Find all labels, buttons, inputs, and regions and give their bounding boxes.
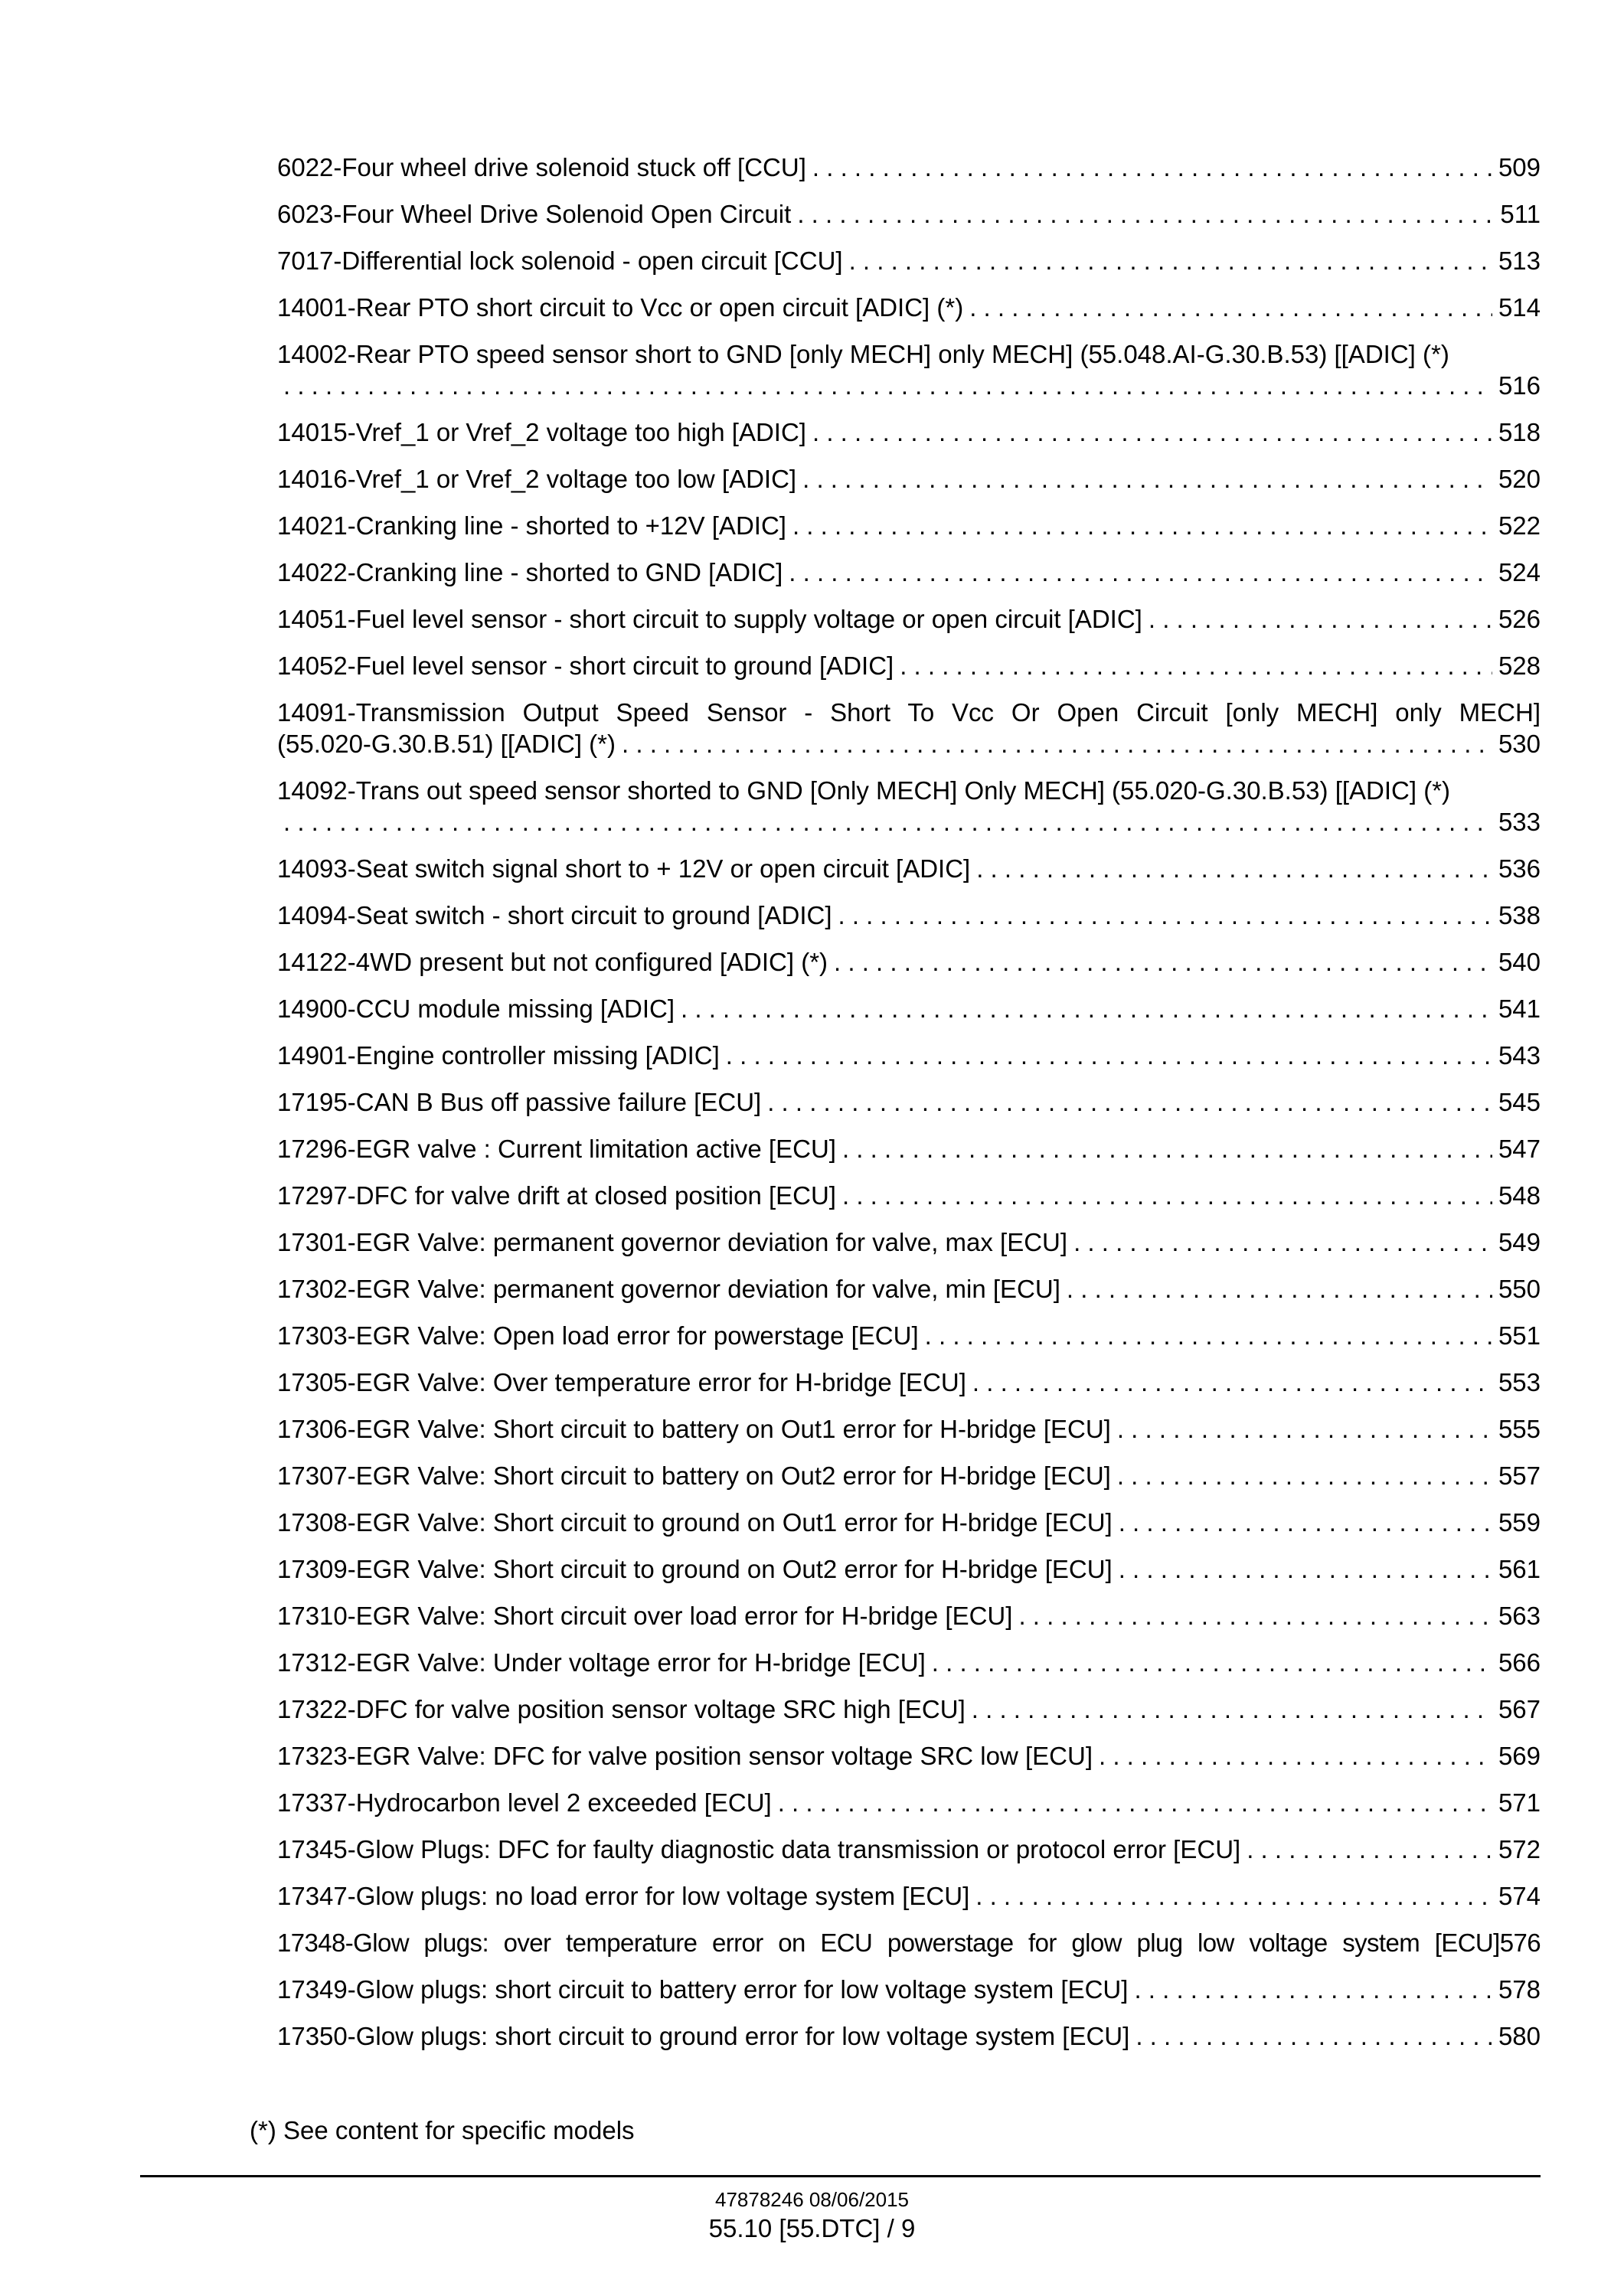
toc-entry[interactable] (277, 463, 1541, 495)
toc-entry-title: 17305-EGR Valve: Over temperature error for H-bridge [ECU] (277, 1368, 966, 1396)
toc-entry[interactable] (277, 603, 1541, 635)
toc-entry-title: 17301-EGR Valve: permanent governor deviation for valve, max [ECU] (277, 1228, 1068, 1256)
toc-entry[interactable] (277, 650, 1541, 681)
toc-entry-title: 17303-EGR Valve: Open load error for powerstage [ECU] (277, 1321, 919, 1350)
dot-leader (932, 1647, 1492, 1678)
toc-entry-page: 541 (1498, 994, 1541, 1023)
dot-leader (789, 557, 1492, 588)
toc-entry-page: 580 (1498, 2022, 1541, 2050)
toc-entry[interactable] (277, 1600, 1541, 1631)
toc-entry[interactable] (277, 1460, 1541, 1491)
toc-entry[interactable] (277, 1974, 1541, 2005)
toc-entry[interactable] (277, 1040, 1541, 1071)
toc-entry-title: 14900-CCU module missing [ADIC] (277, 994, 675, 1023)
toc-entry-title: 14052-Fuel level sensor - short circuit to ground [ADIC] (277, 652, 894, 680)
toc-entry[interactable] (277, 775, 1541, 838)
dot-leader (622, 728, 1492, 759)
toc-entry-title: 17323-EGR Valve: DFC for valve position sensor voltage SRC low [ECU] (277, 1742, 1093, 1770)
footnote: (*) See content for specific models (250, 2116, 635, 2144)
toc-entry-title: 17307-EGR Valve: Short circuit to battery on Out2 error for H-bridge [ECU] (277, 1462, 1111, 1490)
toc-entry-title: 14901-Engine controller missing [ADIC] (277, 1041, 720, 1070)
toc-entry-title: 14001-Rear PTO short circuit to Vcc or open circuit [ADIC] (*) (277, 293, 964, 322)
toc-entry[interactable] (277, 198, 1541, 230)
toc-entry[interactable] (277, 697, 1541, 759)
toc-entry-page: 567 (1498, 1695, 1541, 1723)
dot-leader (1073, 1226, 1492, 1258)
dot-leader (1134, 1974, 1492, 2005)
toc-entry[interactable] (277, 1647, 1541, 1678)
toc-entry[interactable] (277, 1273, 1541, 1305)
toc-entry-page: 536 (1498, 854, 1541, 883)
dot-leader (1018, 1600, 1492, 1631)
dot-leader (972, 1693, 1492, 1725)
toc-entry-page: 524 (1498, 558, 1541, 586)
toc-entry-page: 574 (1498, 1882, 1541, 1910)
toc-entry[interactable] (277, 1507, 1541, 1538)
toc-entry-page: 563 (1498, 1602, 1541, 1630)
toc-entry-page: 561 (1498, 1555, 1541, 1583)
dot-leader (1067, 1273, 1492, 1305)
toc-entry-title: 14092-Trans out speed sensor shorted to GND [Only MECH] Only MECH] (55.020-G.30.B.53) [[ADIC] (*) (277, 776, 1451, 805)
toc-entry-page: 528 (1498, 652, 1541, 680)
toc-entry[interactable] (277, 416, 1541, 448)
toc-entry-page: 569 (1498, 1742, 1541, 1770)
toc-entry[interactable] (277, 245, 1541, 276)
toc-entry[interactable] (277, 557, 1541, 588)
dot-leader (1119, 1553, 1492, 1585)
dot-leader (900, 650, 1492, 681)
toc-entry[interactable] (277, 1740, 1541, 1772)
toc-entry-page: 548 (1498, 1181, 1541, 1210)
toc-entry-title: 6023-Four Wheel Drive Solenoid Open Circuit (277, 200, 792, 228)
dot-leader (972, 1367, 1492, 1398)
toc-entry-page: 578 (1498, 1975, 1541, 2004)
toc-entry-page: 571 (1498, 1788, 1541, 1817)
toc-entry-page: 566 (1498, 1648, 1541, 1677)
toc-entry-title: 17322-DFC for valve position sensor voltage SRC high [ECU] (277, 1695, 966, 1723)
toc-entry-page: 550 (1498, 1275, 1541, 1303)
toc-entry-title: 14051-Fuel level sensor - short circuit to supply voltage or open circuit [ADIC] (277, 605, 1142, 633)
dot-leader (925, 1320, 1492, 1351)
toc-entry-title: 14021-Cranking line - shorted to +12V [ADIC] (277, 511, 786, 540)
toc-entry[interactable] (277, 1834, 1541, 1865)
dot-leader (1247, 1834, 1492, 1865)
toc-entry[interactable] (277, 946, 1541, 978)
toc-entry-page: 572 (1498, 1835, 1541, 1863)
toc-entry-title: 14015-Vref_1 or Vref_2 voltage too high [ADIC] (277, 418, 806, 446)
toc-entry[interactable] (277, 1133, 1541, 1164)
toc-entry-title: 17309-EGR Valve: Short circuit to ground on Out2 error for H-bridge [ECU] (277, 1555, 1113, 1583)
toc-entry[interactable] (277, 152, 1541, 183)
toc-entry-page: 526 (1498, 605, 1541, 633)
dot-leader (838, 900, 1492, 931)
toc-entry[interactable] (277, 993, 1541, 1024)
toc-entry-page: 547 (1498, 1135, 1541, 1163)
toc-entry-title: 17337-Hydrocarbon level 2 exceeded [ECU] (277, 1788, 772, 1817)
toc-entry[interactable] (277, 1320, 1541, 1351)
toc-entry[interactable] (277, 292, 1541, 323)
dot-leader (283, 806, 1492, 838)
table-of-contents (277, 152, 1541, 2067)
dot-leader (1135, 2020, 1492, 2052)
toc-entry-title: 17350-Glow plugs: short circuit to ground error for low voltage system [ECU] (277, 2022, 1130, 2050)
dot-leader (812, 416, 1492, 448)
dot-leader (842, 1133, 1492, 1164)
dot-leader (792, 510, 1492, 541)
dot-leader (1149, 603, 1492, 635)
dot-leader (681, 993, 1492, 1024)
toc-entry-page: 551 (1498, 1321, 1541, 1350)
toc-entry[interactable] (277, 1693, 1541, 1725)
dot-leader (975, 1880, 1492, 1912)
toc-entry-page: 538 (1498, 901, 1541, 929)
page-number: 55.10 [55.DTC] / 9 (708, 2214, 916, 2242)
toc-entry-page: 559 (1498, 1508, 1541, 1537)
toc-entry-title-line1: 14091-Transmission Output Speed Sensor - Short To Vcc Or Open Circuit [only MECH] only MECH] (277, 698, 1541, 727)
toc-entry-page: 533 (1498, 808, 1541, 836)
toc-entry-page: 513 (1498, 247, 1541, 275)
toc-entry-title: 17312-EGR Valve: Under voltage error for H-bridge [ECU] (277, 1648, 926, 1677)
toc-entry-title: 14022-Cranking line - shorted to GND [ADIC] (277, 558, 783, 586)
toc-entry-page: 516 (1498, 371, 1541, 400)
toc-entry-page: 514 (1498, 293, 1541, 322)
toc-entry-title: 17296-EGR valve : Current limitation active [ECU] (277, 1135, 836, 1163)
toc-entry-page: 543 (1498, 1041, 1541, 1070)
dot-leader (767, 1086, 1492, 1118)
toc-entry-page: 518 (1498, 418, 1541, 446)
toc-entry-title: 7017-Differential lock solenoid - open circuit [CCU] (277, 247, 843, 275)
toc-entry-page: 511 (1500, 200, 1541, 228)
toc-entry[interactable] (277, 900, 1541, 931)
toc-entry[interactable] (277, 853, 1541, 884)
toc-entry[interactable] (277, 1927, 1541, 1958)
toc-entry-title: 17348-Glow plugs: over temperature error on ECU powerstage for glow plug low voltage system [ECU]576 (277, 1929, 1541, 1957)
toc-entry-title: 14122-4WD present but not configured [ADIC] (*) (277, 948, 828, 976)
toc-entry-title: 14016-Vref_1 or Vref_2 voltage too low [ADIC] (277, 465, 797, 493)
dot-leader (842, 1180, 1492, 1211)
toc-entry[interactable] (277, 510, 1541, 541)
toc-entry-page: 557 (1498, 1462, 1541, 1490)
dot-leader (283, 370, 1492, 401)
dot-leader (1117, 1413, 1492, 1445)
toc-entry-page: 553 (1498, 1368, 1541, 1396)
toc-entry[interactable] (277, 1413, 1541, 1445)
dot-leader (726, 1040, 1492, 1071)
toc-entry[interactable] (277, 1367, 1541, 1398)
toc-entry-title: 6022-Four wheel drive solenoid stuck off [CCU] (277, 153, 806, 181)
toc-entry[interactable] (277, 1787, 1541, 1818)
toc-entry[interactable] (277, 1180, 1541, 1211)
toc-entry-title: 17347-Glow plugs: no load error for low voltage system [ECU] (277, 1882, 970, 1910)
toc-entry[interactable] (277, 1226, 1541, 1258)
toc-entry[interactable] (277, 1880, 1541, 1912)
toc-entry-page: 520 (1498, 465, 1541, 493)
toc-entry[interactable] (277, 338, 1541, 401)
document-id: 47878246 08/06/2015 (714, 2188, 910, 2211)
toc-entry-title: 17306-EGR Valve: Short circuit to battery on Out1 error for H-bridge [ECU] (277, 1415, 1111, 1443)
dot-leader (778, 1787, 1492, 1818)
toc-entry-page: 530 (1498, 730, 1541, 758)
dot-leader (1119, 1507, 1492, 1538)
dot-leader (1117, 1460, 1492, 1491)
toc-entry[interactable] (277, 1086, 1541, 1118)
toc-entry-title: 14094-Seat switch - short circuit to ground [ADIC] (277, 901, 832, 929)
toc-entry-title: 17302-EGR Valve: permanent governor deviation for valve, min [ECU] (277, 1275, 1060, 1303)
toc-entry-title-line2: (55.020-G.30.B.51) [[ADIC] (*) (277, 730, 616, 758)
toc-entry-title: 17297-DFC for valve drift at closed position [ECU] (277, 1181, 836, 1210)
toc-entry-page: 545 (1498, 1088, 1541, 1116)
toc-entry-page: 549 (1498, 1228, 1541, 1256)
toc-entry-page: 522 (1498, 511, 1541, 540)
toc-entry-title: 17345-Glow Plugs: DFC for faulty diagnostic data transmission or protocol error [ECU] (277, 1835, 1241, 1863)
dot-leader (976, 853, 1492, 884)
dot-leader (802, 463, 1492, 495)
toc-entry-title: 17349-Glow plugs: short circuit to battery error for low voltage system [ECU] (277, 1975, 1129, 2004)
dot-leader (1099, 1740, 1492, 1772)
dot-leader (812, 152, 1492, 183)
toc-entry-title: 14093-Seat switch signal short to + 12V or open circuit [ADIC] (277, 854, 971, 883)
dot-leader (849, 245, 1492, 276)
toc-entry[interactable] (277, 2020, 1541, 2052)
dot-leader (834, 946, 1492, 978)
toc-entry-title: 17195-CAN B Bus off passive failure [ECU] (277, 1088, 762, 1116)
toc-entry[interactable] (277, 1553, 1541, 1585)
toc-entry-title: 17308-EGR Valve: Short circuit to ground on Out1 error for H-bridge [ECU] (277, 1508, 1113, 1537)
dot-leader (969, 292, 1492, 323)
toc-entry-page: 509 (1498, 153, 1541, 181)
footer-rule (140, 2175, 1541, 2177)
toc-entry-page: 540 (1498, 948, 1541, 976)
toc-entry-title: 17310-EGR Valve: Short circuit over load error for H-bridge [ECU] (277, 1602, 1013, 1630)
toc-entry-page: 555 (1498, 1415, 1541, 1443)
toc-entry-title: 14002-Rear PTO speed sensor short to GND [only MECH] only MECH] (55.048.AI-G.30.B.53) [[ADIC] (*) (277, 340, 1449, 368)
dot-leader (797, 198, 1494, 230)
